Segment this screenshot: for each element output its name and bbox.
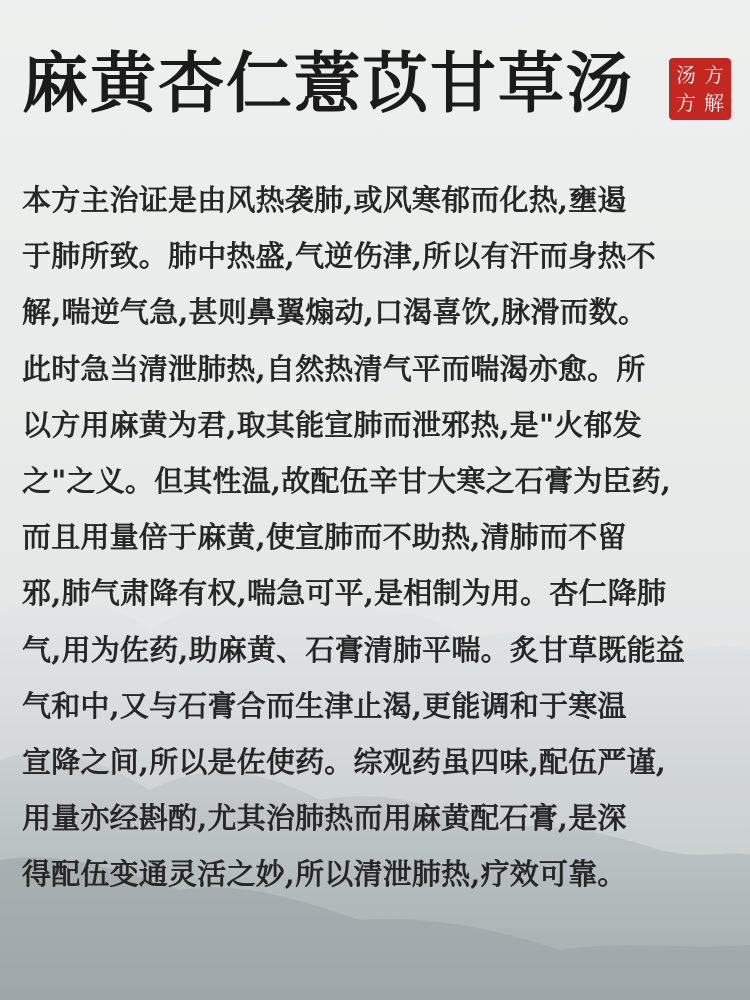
- text-line: 宣降之间,所以是佐使药。综观药虽四味,配伍严谨,: [22, 745, 667, 780]
- seal-char: 汤: [676, 63, 696, 87]
- text-line: 本方主治证是由风热袭肺,或风寒郁而化热,壅遏: [22, 183, 627, 217]
- text-line: 气和中,又与石膏合而生津止渴,更能调和于寒温: [22, 688, 627, 723]
- text-line: 以方用麻黄为君,取其能宣肺而泄邪热,是"火郁发: [22, 407, 642, 442]
- seal-char: 方: [676, 91, 696, 115]
- seal-stamp: [669, 58, 731, 120]
- text-line: 解,喘逆气急,甚则鼻翼煽动,口渴喜饮,脉滑而数。: [22, 295, 648, 330]
- seal-char: 解: [704, 91, 724, 115]
- text-line: 得配伍变通灵活之妙,所以清泄肺热,疗效可靠。: [22, 857, 627, 892]
- text-line: 之"之义。但其性温,故配伍辛甘大寒之石膏为臣药,: [22, 464, 672, 499]
- seal-char: 方: [704, 63, 724, 87]
- text-line: 邪,肺气肃降有权,喘急可平,是相制为用。杏仁降肺: [22, 576, 667, 611]
- text-line: 此时急当清泄肺热,自然热清气平而喘渴亦愈。所: [22, 351, 646, 386]
- text-line: 而且用量倍于麻黄,使宣肺而不助热,清肺而不留: [22, 520, 627, 555]
- text-line: 用量亦经斟酌,尤其治肺热而用麻黄配石膏,是深: [22, 801, 627, 836]
- text-line: 气,用为佐药,助麻黄、石膏清肺平喘。炙甘草既能益: [22, 632, 685, 667]
- article-body: [22, 172, 727, 903]
- text-line: 于肺所致。肺中热盛,气逆伤津,所以有汗而身热不: [22, 239, 656, 274]
- page-title: 麻黄杏仁薏苡甘草汤: [22, 44, 634, 122]
